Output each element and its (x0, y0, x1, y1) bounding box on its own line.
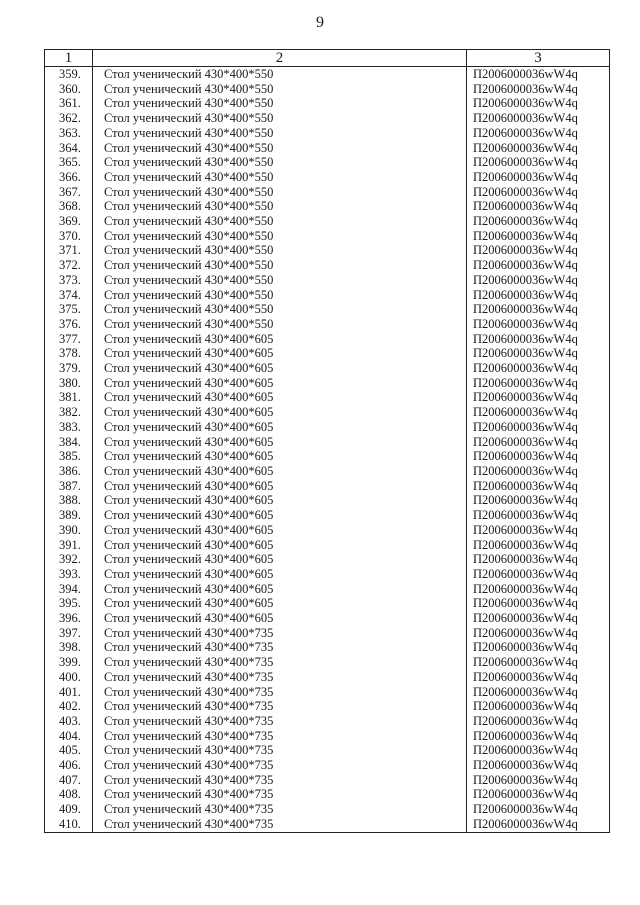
table-row (45, 449, 610, 464)
row-number: 404. (45, 729, 93, 744)
table-row (45, 155, 610, 170)
inventory-code: П2006000036wW4q (467, 405, 610, 420)
table-row (45, 567, 610, 582)
row-number: 383. (45, 420, 93, 435)
item-name: Стол ученический 430*400*605 (93, 596, 467, 611)
inventory-code: П2006000036wW4q (467, 493, 610, 508)
item-name: Стол ученический 430*400*550 (93, 170, 467, 185)
item-name: Стол ученический 430*400*550 (93, 273, 467, 288)
item-name: Стол ученический 430*400*735 (93, 670, 467, 685)
row-number: 368. (45, 199, 93, 214)
item-name: Стол ученический 430*400*550 (93, 141, 467, 156)
item-name: Стол ученический 430*400*735 (93, 743, 467, 758)
row-number: 405. (45, 743, 93, 758)
inventory-code: П2006000036wW4q (467, 449, 610, 464)
table-row (45, 596, 610, 611)
table-row (45, 626, 610, 641)
item-name: Стол ученический 430*400*605 (93, 435, 467, 450)
inventory-code: П2006000036wW4q (467, 699, 610, 714)
item-name: Стол ученический 430*400*605 (93, 493, 467, 508)
table-row (45, 508, 610, 523)
row-number: 376. (45, 317, 93, 332)
table-row (45, 493, 610, 508)
inventory-code: П2006000036wW4q (467, 729, 610, 744)
table-row (45, 405, 610, 420)
row-number: 370. (45, 229, 93, 244)
inventory-code: П2006000036wW4q (467, 302, 610, 317)
row-number: 380. (45, 376, 93, 391)
row-number: 369. (45, 214, 93, 229)
row-number: 362. (45, 111, 93, 126)
inventory-code: П2006000036wW4q (467, 714, 610, 729)
row-number: 377. (45, 332, 93, 347)
item-name: Стол ученический 430*400*605 (93, 538, 467, 553)
table-row (45, 773, 610, 788)
table-row (45, 332, 610, 347)
inventory-code: П2006000036wW4q (467, 758, 610, 773)
inventory-code: П2006000036wW4q (467, 787, 610, 802)
table-row (45, 802, 610, 817)
table-row (45, 670, 610, 685)
inventory-code: П2006000036wW4q (467, 420, 610, 435)
inventory-code: П2006000036wW4q (467, 464, 610, 479)
row-number: 384. (45, 435, 93, 450)
table-body (45, 67, 610, 833)
inventory-code: П2006000036wW4q (467, 611, 610, 626)
table-row (45, 420, 610, 435)
table-row (45, 317, 610, 332)
table-row (45, 758, 610, 773)
item-name: Стол ученический 430*400*735 (93, 758, 467, 773)
row-number: 385. (45, 449, 93, 464)
row-number: 402. (45, 699, 93, 714)
table-row (45, 67, 610, 82)
item-name: Стол ученический 430*400*550 (93, 302, 467, 317)
item-name: Стол ученический 430*400*735 (93, 787, 467, 802)
row-number: 359. (45, 67, 93, 82)
table-row (45, 685, 610, 700)
row-number: 407. (45, 773, 93, 788)
row-number: 400. (45, 670, 93, 685)
inventory-code: П2006000036wW4q (467, 155, 610, 170)
inventory-code: П2006000036wW4q (467, 317, 610, 332)
item-name: Стол ученический 430*400*605 (93, 508, 467, 523)
row-number: 395. (45, 596, 93, 611)
inventory-code: П2006000036wW4q (467, 582, 610, 597)
row-number: 409. (45, 802, 93, 817)
row-number: 382. (45, 405, 93, 420)
item-name: Стол ученический 430*400*735 (93, 729, 467, 744)
row-number: 398. (45, 640, 93, 655)
table-row (45, 82, 610, 97)
item-name: Стол ученический 430*400*605 (93, 552, 467, 567)
row-number: 410. (45, 817, 93, 832)
item-name: Стол ученический 430*400*605 (93, 449, 467, 464)
item-name: Стол ученический 430*400*550 (93, 214, 467, 229)
row-number: 396. (45, 611, 93, 626)
table-row (45, 185, 610, 200)
item-name: Стол ученический 430*400*735 (93, 685, 467, 700)
inventory-code: П2006000036wW4q (467, 111, 610, 126)
item-name: Стол ученический 430*400*550 (93, 111, 467, 126)
item-name: Стол ученический 430*400*735 (93, 626, 467, 641)
table-row (45, 640, 610, 655)
inventory-code: П2006000036wW4q (467, 243, 610, 258)
table-row (45, 714, 610, 729)
row-number: 390. (45, 523, 93, 538)
row-number: 392. (45, 552, 93, 567)
inventory-code: П2006000036wW4q (467, 802, 610, 817)
table-row (45, 258, 610, 273)
row-number: 367. (45, 185, 93, 200)
row-number: 373. (45, 273, 93, 288)
item-name: Стол ученический 430*400*550 (93, 258, 467, 273)
column-header-code: 3 (467, 50, 610, 67)
inventory-code: П2006000036wW4q (467, 538, 610, 553)
inventory-code: П2006000036wW4q (467, 552, 610, 567)
row-number: 361. (45, 96, 93, 111)
table-row (45, 96, 610, 111)
table-row (45, 464, 610, 479)
inventory-code: П2006000036wW4q (467, 523, 610, 538)
item-name: Стол ученический 430*400*605 (93, 479, 467, 494)
inventory-code: П2006000036wW4q (467, 332, 610, 347)
table-row (45, 435, 610, 450)
row-number: 374. (45, 288, 93, 303)
inventory-code: П2006000036wW4q (467, 185, 610, 200)
item-name: Стол ученический 430*400*605 (93, 361, 467, 376)
inventory-code: П2006000036wW4q (467, 479, 610, 494)
inventory-code: П2006000036wW4q (467, 596, 610, 611)
inventory-code: П2006000036wW4q (467, 567, 610, 582)
row-number: 401. (45, 685, 93, 700)
item-name: Стол ученический 430*400*550 (93, 155, 467, 170)
item-name: Стол ученический 430*400*605 (93, 405, 467, 420)
item-name: Стол ученический 430*400*605 (93, 464, 467, 479)
item-name: Стол ученический 430*400*550 (93, 185, 467, 200)
item-name: Стол ученический 430*400*605 (93, 420, 467, 435)
table-row (45, 787, 610, 802)
table-row (45, 273, 610, 288)
inventory-code: П2006000036wW4q (467, 141, 610, 156)
row-number: 388. (45, 493, 93, 508)
table-row (45, 214, 610, 229)
inventory-code: П2006000036wW4q (467, 273, 610, 288)
page-number: 9 (316, 14, 324, 31)
inventory-code: П2006000036wW4q (467, 670, 610, 685)
table-row (45, 538, 610, 553)
inventory-code: П2006000036wW4q (467, 376, 610, 391)
item-name: Стол ученический 430*400*550 (93, 229, 467, 244)
item-name: Стол ученический 430*400*735 (93, 714, 467, 729)
inventory-code: П2006000036wW4q (467, 435, 610, 450)
inventory-code: П2006000036wW4q (467, 126, 610, 141)
table-row (45, 288, 610, 303)
table-row (45, 582, 610, 597)
item-name: Стол ученический 430*400*550 (93, 126, 467, 141)
inventory-code: П2006000036wW4q (467, 288, 610, 303)
inventory-code: П2006000036wW4q (467, 626, 610, 641)
table-row (45, 552, 610, 567)
row-number: 387. (45, 479, 93, 494)
inventory-code: П2006000036wW4q (467, 82, 610, 97)
table-header-row (45, 50, 610, 67)
item-name: Стол ученический 430*400*735 (93, 655, 467, 670)
inventory-code: П2006000036wW4q (467, 361, 610, 376)
inventory-code: П2006000036wW4q (467, 773, 610, 788)
inventory-code: П2006000036wW4q (467, 390, 610, 405)
inventory-code: П2006000036wW4q (467, 817, 610, 832)
item-name: Стол ученический 430*400*605 (93, 567, 467, 582)
item-name: Стол ученический 430*400*605 (93, 390, 467, 405)
inventory-code: П2006000036wW4q (467, 685, 610, 700)
table-row (45, 817, 610, 832)
item-name: Стол ученический 430*400*605 (93, 523, 467, 538)
inventory-table (44, 49, 610, 833)
row-number: 406. (45, 758, 93, 773)
table-row (45, 655, 610, 670)
item-name: Стол ученический 430*400*735 (93, 699, 467, 714)
inventory-code: П2006000036wW4q (467, 199, 610, 214)
item-name: Стол ученический 430*400*735 (93, 640, 467, 655)
item-name: Стол ученический 430*400*550 (93, 96, 467, 111)
table-row (45, 699, 610, 714)
item-name: Стол ученический 430*400*605 (93, 346, 467, 361)
table-row (45, 376, 610, 391)
column-header-number: 1 (45, 50, 93, 67)
row-number: 399. (45, 655, 93, 670)
inventory-code: П2006000036wW4q (467, 655, 610, 670)
table-row (45, 346, 610, 361)
table-row (45, 141, 610, 156)
row-number: 408. (45, 787, 93, 802)
item-name: Стол ученический 430*400*550 (93, 67, 467, 82)
item-name: Стол ученический 430*400*605 (93, 582, 467, 597)
item-name: Стол ученический 430*400*605 (93, 332, 467, 347)
table-row (45, 229, 610, 244)
row-number: 371. (45, 243, 93, 258)
table-row (45, 523, 610, 538)
item-name: Стол ученический 430*400*550 (93, 243, 467, 258)
row-number: 389. (45, 508, 93, 523)
item-name: Стол ученический 430*400*550 (93, 288, 467, 303)
inventory-code: П2006000036wW4q (467, 743, 610, 758)
row-number: 363. (45, 126, 93, 141)
inventory-code: П2006000036wW4q (467, 170, 610, 185)
row-number: 379. (45, 361, 93, 376)
table-row (45, 126, 610, 141)
row-number: 397. (45, 626, 93, 641)
item-name: Стол ученический 430*400*605 (93, 376, 467, 391)
table-row (45, 743, 610, 758)
inventory-code: П2006000036wW4q (467, 96, 610, 111)
row-number: 394. (45, 582, 93, 597)
row-number: 360. (45, 82, 93, 97)
item-name: Стол ученический 430*400*550 (93, 317, 467, 332)
row-number: 403. (45, 714, 93, 729)
row-number: 378. (45, 346, 93, 361)
row-number: 375. (45, 302, 93, 317)
inventory-code: П2006000036wW4q (467, 67, 610, 82)
table-row (45, 361, 610, 376)
table-row (45, 111, 610, 126)
item-name: Стол ученический 430*400*550 (93, 199, 467, 214)
table-row (45, 170, 610, 185)
inventory-code: П2006000036wW4q (467, 258, 610, 273)
row-number: 364. (45, 141, 93, 156)
table-row (45, 390, 610, 405)
table-row (45, 302, 610, 317)
row-number: 381. (45, 390, 93, 405)
row-number: 365. (45, 155, 93, 170)
table-row (45, 199, 610, 214)
item-name: Стол ученический 430*400*735 (93, 773, 467, 788)
inventory-code: П2006000036wW4q (467, 214, 610, 229)
table-row (45, 479, 610, 494)
item-name: Стол ученический 430*400*550 (93, 82, 467, 97)
row-number: 386. (45, 464, 93, 479)
inventory-code: П2006000036wW4q (467, 346, 610, 361)
row-number: 372. (45, 258, 93, 273)
table-row (45, 243, 610, 258)
item-name: Стол ученический 430*400*605 (93, 611, 467, 626)
item-name: Стол ученический 430*400*735 (93, 817, 467, 832)
table-row (45, 611, 610, 626)
item-name: Стол ученический 430*400*735 (93, 802, 467, 817)
inventory-code: П2006000036wW4q (467, 229, 610, 244)
table-row (45, 729, 610, 744)
inventory-code: П2006000036wW4q (467, 508, 610, 523)
row-number: 366. (45, 170, 93, 185)
inventory-code: П2006000036wW4q (467, 640, 610, 655)
row-number: 393. (45, 567, 93, 582)
row-number: 391. (45, 538, 93, 553)
column-header-name: 2 (93, 50, 467, 67)
